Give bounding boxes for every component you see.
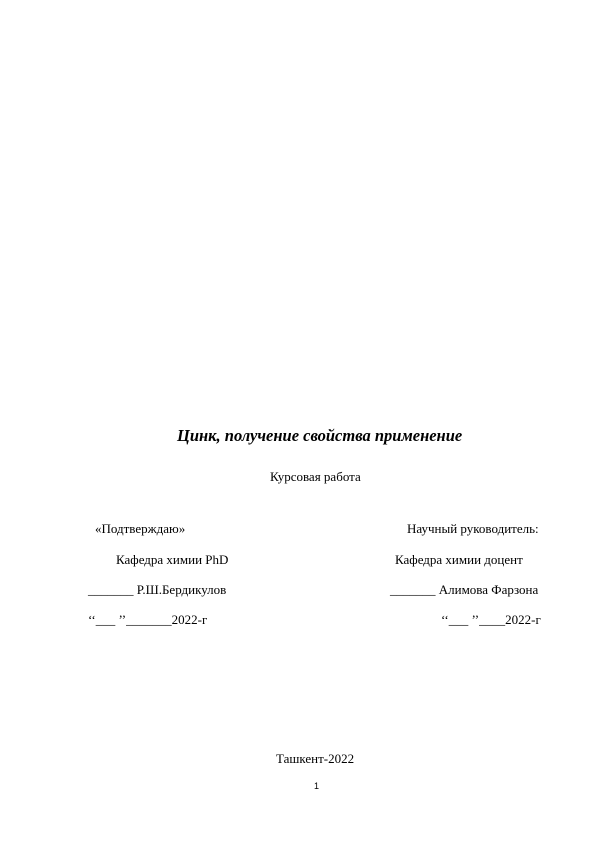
supervisor-signature-line: _______ Алимова Фарзона (390, 582, 539, 597)
approver-approval-label: «Подтверждаю» (95, 521, 186, 536)
city-year: Ташкент-2022 (276, 751, 355, 766)
supervisor-date-line: ‘‘___ ’’____2022-г (441, 612, 541, 627)
supervisor-department: Кафедра химии доцент (395, 552, 523, 567)
page-number: 1 (314, 781, 320, 791)
approver-department: Кафедра химии PhD (116, 552, 229, 567)
approver-signature-line: _______ Р.Ш.Бердикулов (88, 582, 227, 597)
supervisor-label: Научный руководитель: (407, 521, 539, 536)
approver-date-line: ‘‘___ ’’_______2022-г (88, 612, 208, 627)
document-title: Цинк, получение свойства применение (177, 426, 463, 445)
document-subtitle: Курсовая работа (270, 469, 361, 484)
